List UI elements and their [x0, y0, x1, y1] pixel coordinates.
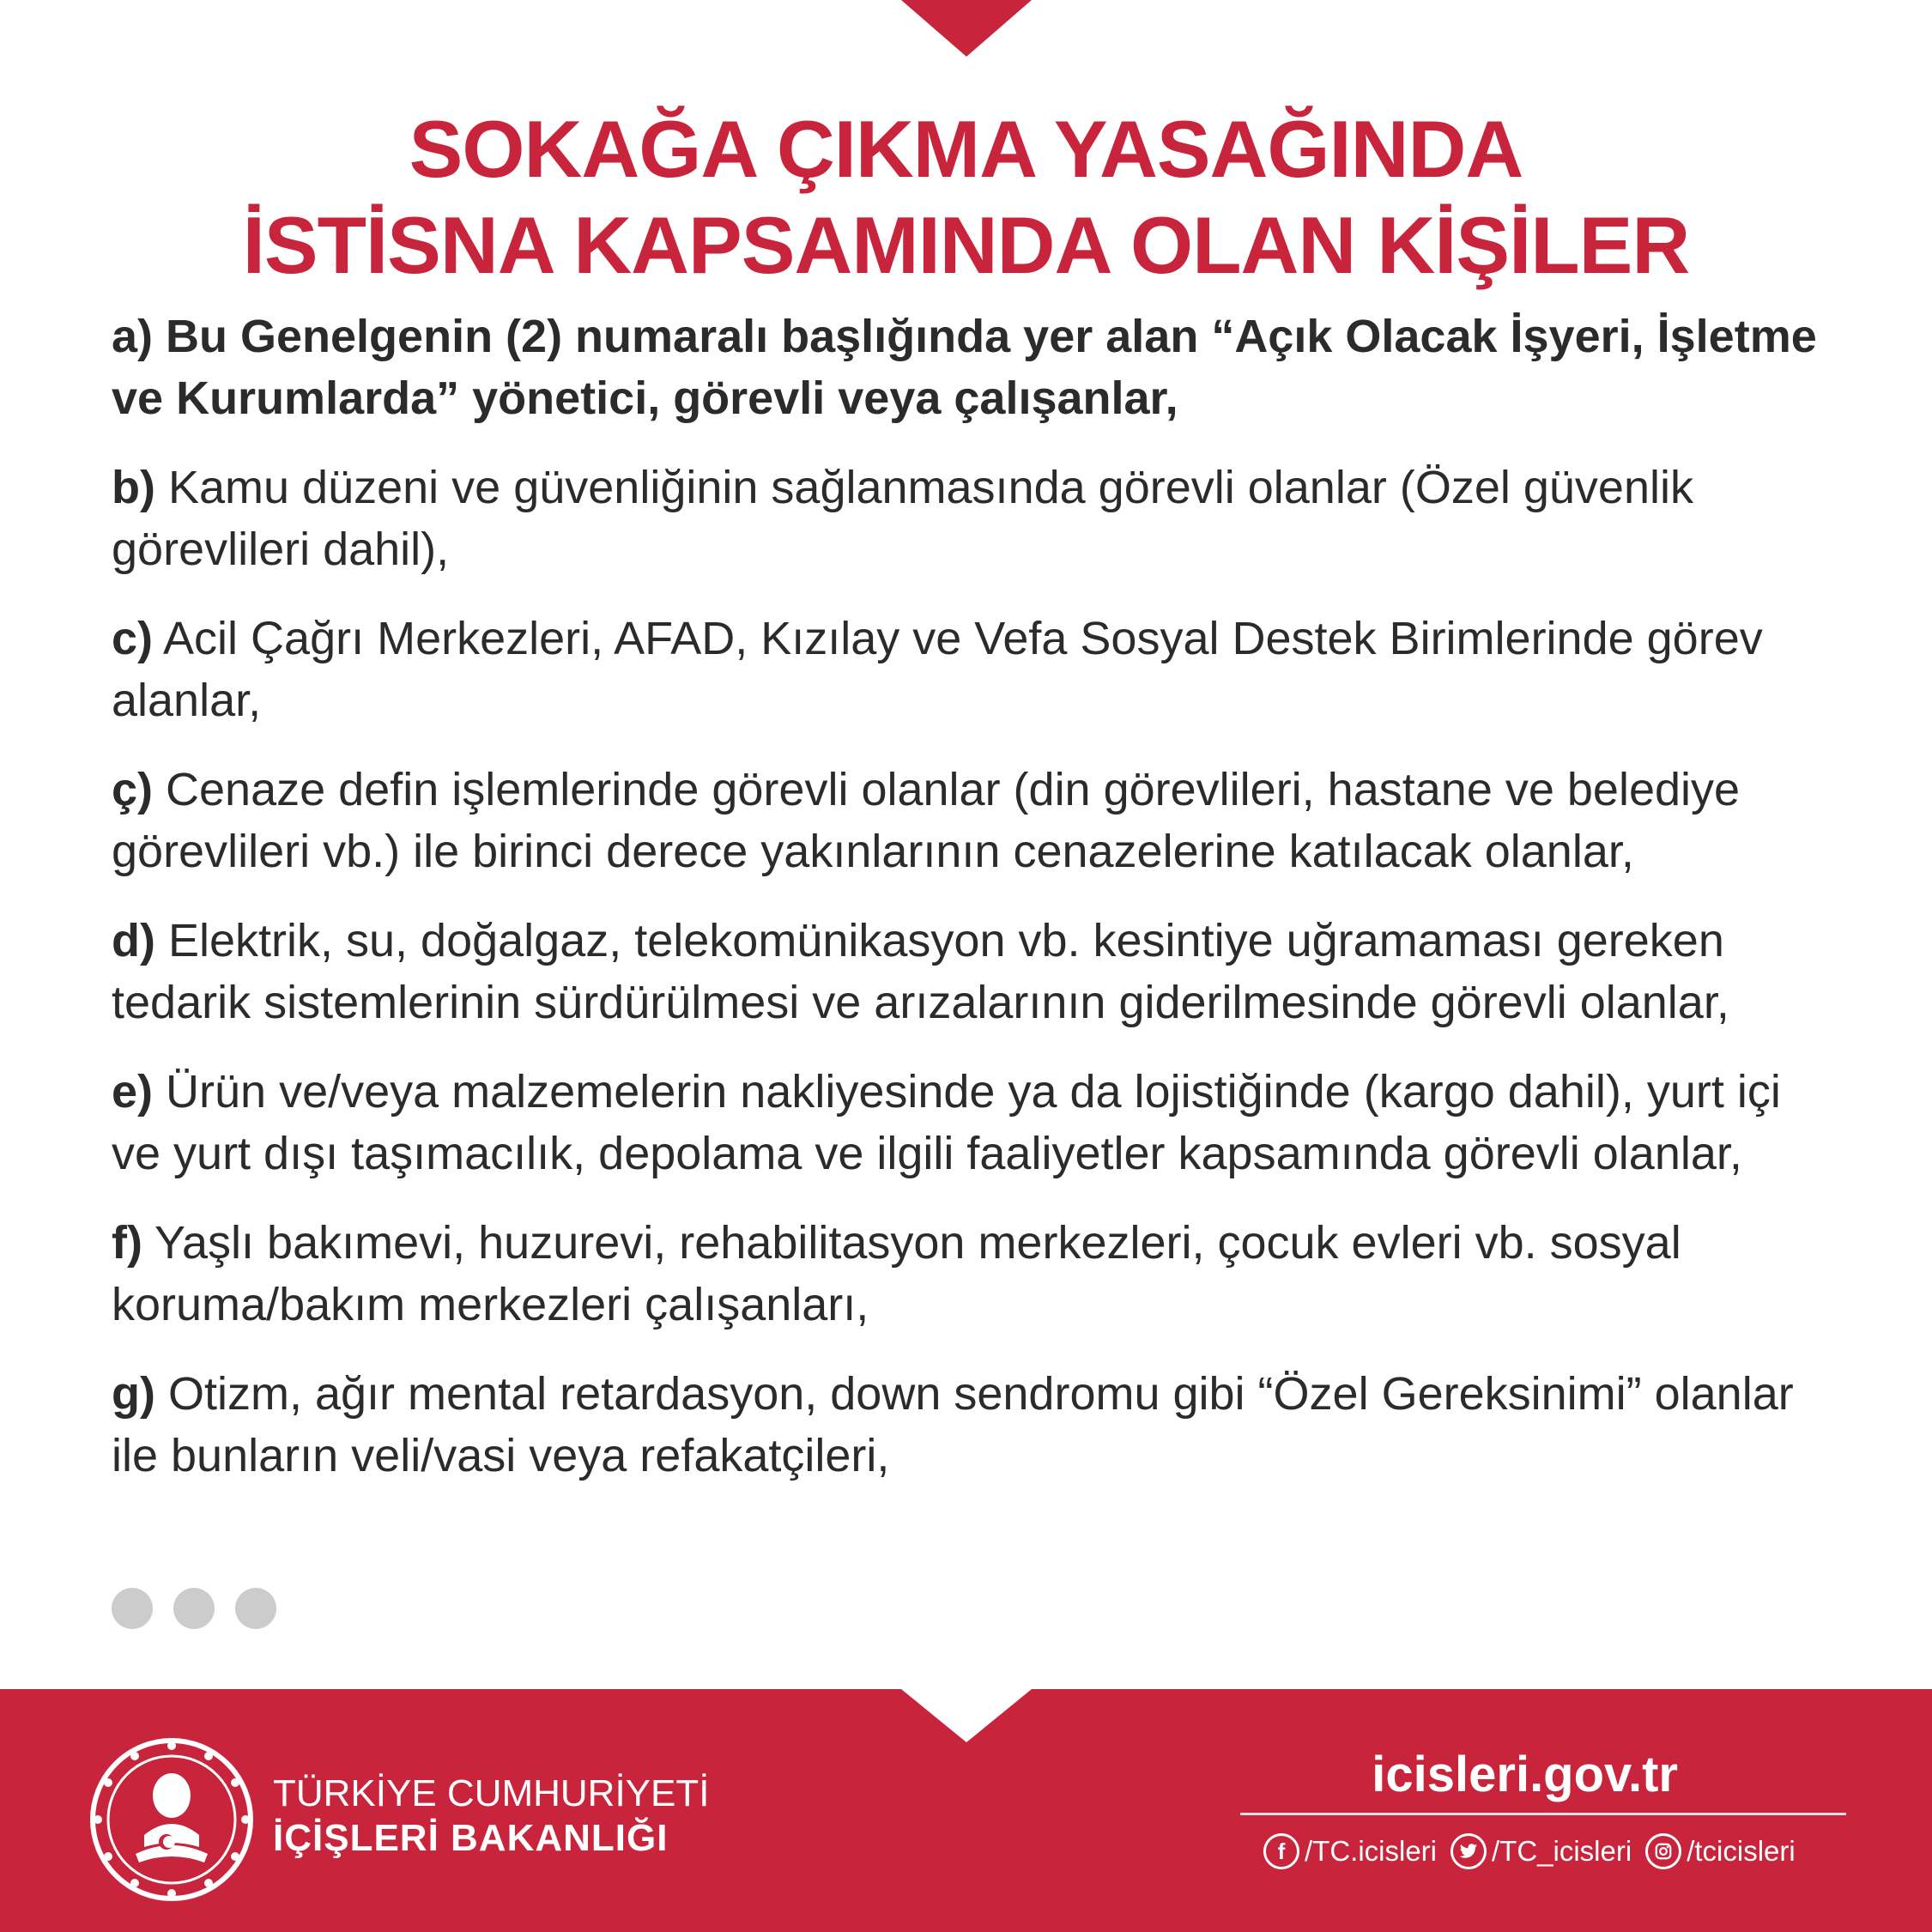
twitter-handle: /TC_icisleri — [1492, 1835, 1632, 1867]
instagram-handle: /tcicisleri — [1687, 1835, 1796, 1867]
ministry-line-2: İÇİŞLERİ BAKANLIĞI — [273, 1817, 669, 1859]
dot-icon — [235, 1588, 276, 1629]
item-letter: c) — [112, 613, 154, 664]
item-text: Cenaze defin işlemlerinde görevli olanlar (din görevlileri, hastane ve belediye görevlileri vb.) ile birinci derece yakınlarının cenazelerine katılacak olanlar, — [112, 764, 1741, 877]
list-item-e — [112, 1061, 1828, 1184]
dot-icon — [173, 1588, 215, 1629]
item-letter: e) — [112, 1066, 154, 1117]
list-item-c — [112, 608, 1828, 731]
item-text: Kamu düzeni ve güvenliğinin sağlanmasında görevli olanlar (Özel güvenlik görevlileri dahil), — [112, 462, 1693, 575]
title-line-1: SOKAĞA ÇIKMA YASAĞINDA — [409, 104, 1523, 194]
item-letter: b) — [112, 462, 155, 513]
item-text: Elektrik, su, doğalgaz, telekomünikasyon vb. kesintiye uğramaması gereken tedarik sistemlerinin sürdürülmesi ve arızalarının giderilmesinde görevli olanlar, — [112, 915, 1729, 1028]
footer-triangle-marker — [901, 1689, 1032, 1742]
item-letter: ç) — [112, 764, 154, 815]
list-item-c-cedilla — [112, 759, 1828, 882]
top-triangle-marker — [901, 0, 1032, 57]
website-link[interactable]: icisleri.gov.tr — [1372, 1747, 1678, 1802]
continuation-dots — [112, 1588, 297, 1633]
item-letter: a) — [112, 311, 154, 362]
item-text: Bu Genelgenin (2) numaralı başlığında yer alan “Açık Olacak İşyeri, İşletme ve Kurumlarda” yönetici, görevli veya çalışanlar, — [112, 311, 1817, 424]
item-text: Yaşlı bakımevi, huzurevi, rehabilitasyon merkezleri, çocuk evleri vb. sosyal koruma/bakım merkezleri çalışanları, — [112, 1217, 1681, 1330]
exemption-list — [112, 306, 1828, 1514]
list-item-a — [112, 306, 1828, 429]
ministry-name — [273, 1772, 709, 1861]
list-item-b — [112, 457, 1828, 580]
ministry-emblem-icon — [86, 1734, 257, 1905]
twitter-link[interactable] — [1451, 1833, 1632, 1869]
item-letter: d) — [112, 915, 155, 966]
list-item-d — [112, 910, 1828, 1033]
social-links — [1263, 1833, 1809, 1869]
facebook-handle: /TC.icisleri — [1305, 1835, 1437, 1867]
page-title — [0, 101, 1932, 294]
ministry-line-1: TÜRKİYE CUMHURİYETİ — [273, 1772, 710, 1814]
facebook-link[interactable] — [1263, 1833, 1437, 1869]
twitter-icon — [1451, 1833, 1487, 1869]
item-text: Ürün ve/veya malzemelerin nakliyesinde ya da lojistiğinde (kargo dahil), yurt içi ve yurt dışı taşımacılık, depolama ve ilgili faaliyetler kapsamında görevli olanlar, — [112, 1066, 1781, 1179]
instagram-link[interactable] — [1645, 1833, 1796, 1869]
item-text: Otizm, ağır mental retardasyon, down sendromu gibi “Özel Gereksinimi” olanlar ile bunların veli/vasi veya refakatçileri, — [112, 1368, 1794, 1481]
title-line-2: İSTİSNA KAPSAMINDA OLAN KİŞİLER — [242, 200, 1690, 290]
footer-bar — [0, 1689, 1932, 1932]
list-item-g — [112, 1363, 1828, 1487]
item-letter: f) — [112, 1217, 142, 1269]
list-item-f — [112, 1212, 1828, 1335]
footer-divider — [1240, 1813, 1846, 1815]
instagram-icon — [1645, 1833, 1681, 1869]
item-text: Acil Çağrı Merkezleri, AFAD, Kızılay ve Vefa Sosyal Destek Birimlerinde görev alanlar, — [112, 613, 1763, 726]
item-letter: g) — [112, 1368, 155, 1420]
facebook-icon: f — [1263, 1833, 1299, 1869]
dot-icon — [112, 1588, 153, 1629]
